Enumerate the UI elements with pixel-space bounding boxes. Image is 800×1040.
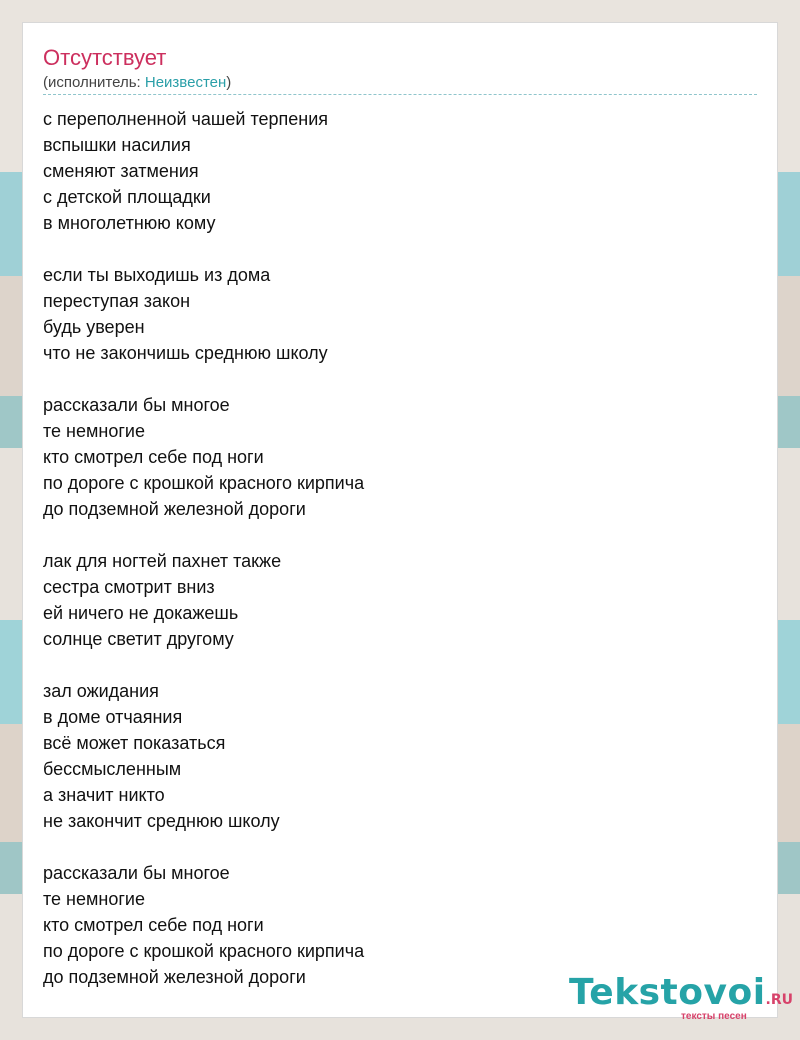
lyric-line: те немногие — [43, 889, 145, 909]
lyric-line: сестра смотрит вниз — [43, 577, 215, 597]
lyric-line: по дороге с крошкой красного кирпича — [43, 473, 365, 493]
stanza-gap — [43, 236, 364, 262]
lyric-line: кто смотрел себе под ноги — [43, 915, 264, 935]
lyric-line: если ты выходишь из дома — [43, 265, 271, 285]
lyric-line: по дороге с крошкой красного кирпича — [43, 941, 365, 961]
lyric-line: в многолетнюю кому — [43, 213, 216, 233]
stanza-gap — [43, 522, 364, 548]
logo-main-text: Tekstovoi — [569, 972, 766, 1013]
lyric-line: рассказали бы многое — [43, 863, 230, 883]
logo-tagline: тексты песен — [681, 1011, 747, 1022]
stanza-gap — [43, 834, 364, 860]
title-divider — [43, 94, 757, 95]
lyric-line: что не закончишь среднюю школу — [43, 343, 328, 363]
lyric-line: ей ничего не докажешь — [43, 603, 239, 623]
lyric-line: всё может показаться — [43, 733, 226, 753]
lyric-line: зал ожидания — [43, 681, 159, 701]
logo-domain: .RU — [765, 992, 794, 1008]
artist-link[interactable]: Неизвестен — [144, 74, 227, 91]
lyric-line: сменяют затмения — [43, 161, 199, 181]
lyric-line: до подземной железной дороги — [43, 499, 306, 519]
lyric-line: бессмысленным — [43, 759, 182, 779]
lyric-line: рассказали бы многое — [43, 395, 230, 415]
lyric-line: те немногие — [43, 421, 145, 441]
artist-line — [43, 74, 231, 92]
lyric-line: солнце светит другому — [43, 629, 234, 649]
lyrics-card — [22, 22, 794, 1022]
stanza-gap — [43, 366, 364, 392]
song-title: Отсутствует — [43, 45, 167, 70]
lyric-line: до подземной железной дороги — [43, 967, 306, 987]
lyric-line: переступая закон — [43, 291, 191, 311]
lyric-line: не закончит среднюю школу — [43, 811, 280, 831]
artist-suffix: ) — [226, 74, 232, 91]
lyric-line: лак для ногтей пахнет также — [43, 551, 282, 571]
site-logo[interactable] — [569, 972, 794, 1023]
lyric-line: с детской площадки — [43, 187, 211, 207]
lyric-line: кто смотрел себе под ноги — [43, 447, 264, 467]
lyrics-text — [43, 106, 364, 990]
lyric-line: в доме отчаяния — [43, 707, 183, 727]
stanza-gap — [43, 652, 364, 678]
artist-prefix: (исполнитель: — [43, 74, 145, 91]
lyric-line: а значит никто — [43, 785, 165, 805]
lyric-line: вспышки насилия — [43, 135, 191, 155]
lyric-line: будь уверен — [43, 317, 145, 337]
lyric-line: с переполненной чашей терпения — [43, 109, 329, 129]
